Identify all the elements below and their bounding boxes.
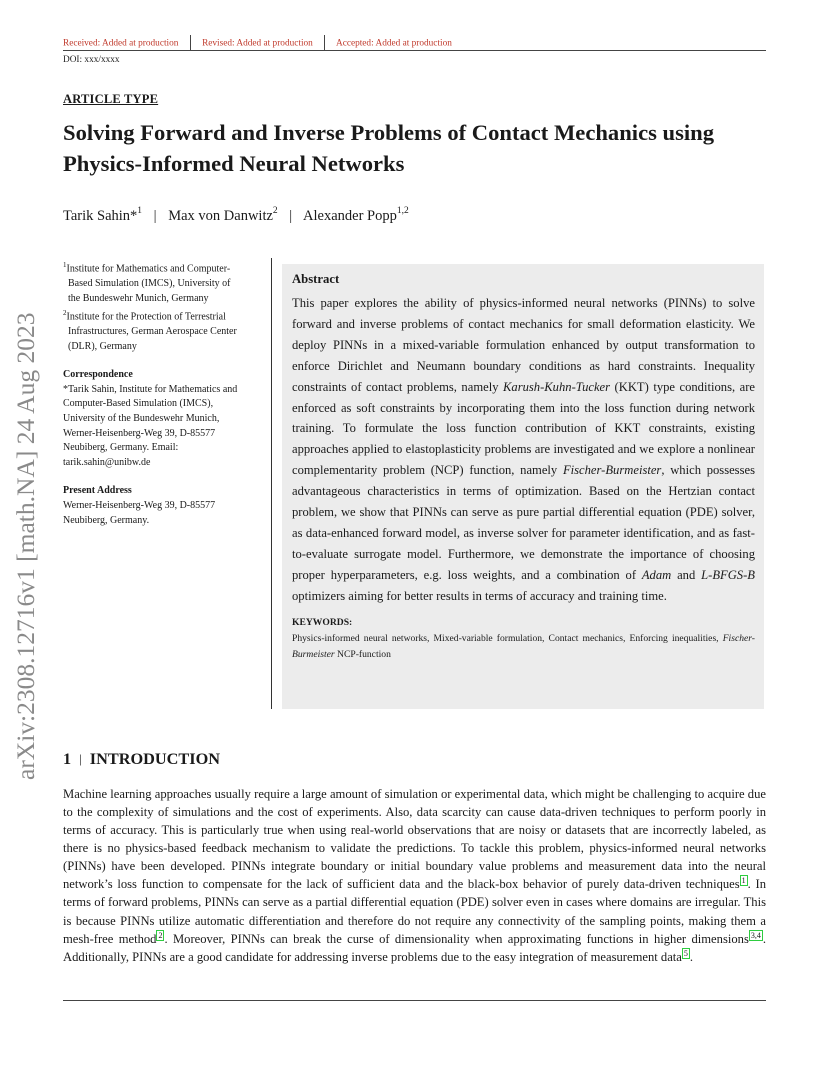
- affil-text: Based Simulation (IMCS), University of: [68, 277, 231, 289]
- keywords-part: Physics-informed neural networks, Mixed-variable formulation, Contact mechanics, Enforcing inequalities,: [292, 632, 723, 644]
- intro-paragraph: [63, 785, 766, 966]
- abstract-text: [292, 293, 755, 607]
- correspondence-line: *Tarik Sahin, Institute for Mathematics and: [63, 383, 238, 395]
- author-affil: 2: [272, 206, 278, 216]
- citation-link[interactable]: 1: [741, 876, 746, 886]
- section-title: INTRODUCTION: [89, 749, 221, 768]
- citation-link[interactable]: 2: [158, 930, 163, 940]
- intro-text: . Additionally, PINNs are a good candidate for addressing inverse problems due to the easy integration of measurement data: [63, 931, 766, 964]
- abstract-emph: Adam: [641, 567, 672, 582]
- author-name: Tarik Sahin*: [63, 207, 138, 224]
- author-affil: 1,2: [396, 206, 409, 216]
- keywords-text: [292, 631, 755, 664]
- date-separator: [190, 35, 191, 50]
- keywords-part: NCP-function: [334, 649, 391, 661]
- correspondence-line: University of the Bundeswehr Munich,: [63, 413, 220, 424]
- abstract-part: This paper explores the ability of physics-informed neural networks (PINNs) to solve forward and inverse problems of contact mechanics for small deformation elasticity. We deploy PINNs in a mixed-variable formulation enhanced by output transformation to enforce Dirichlet and Neumann boundary conditions as hard constraints. Inequality constraints of contact problems, namely: [292, 296, 755, 394]
- article-type: ARTICLE TYPE: [63, 92, 159, 106]
- address-line: Neubiberg, Germany.: [63, 514, 150, 526]
- abstract-emph: Fischer-Burmeister: [562, 463, 662, 478]
- keywords-emph: Fischer-Burmeister: [292, 632, 755, 661]
- correspondence-heading: Correspondence: [63, 369, 133, 381]
- affil-text: (DLR), Germany: [68, 340, 137, 352]
- date-separator: [324, 35, 325, 50]
- author-separator: |: [289, 207, 293, 224]
- intro-text: .: [689, 949, 694, 964]
- header-rule: [63, 50, 766, 51]
- abstract-part: , which possesses advantageous characteristics in terms of optimization. Based on the Hertzian contact problem, we show that PINNs can serve as pure partial differential equation (PDE) solver, as data-enhanced forward model, as inverse solver for parameter identification, and as fast-to-evaluate surrogate model. Furthermore, we demonstrate the importance of choosing proper hyperparameters, e.g. loss weights, and a combination of: [292, 463, 755, 582]
- received-date: Received: Added at production: [63, 38, 179, 49]
- author-list: [63, 207, 409, 225]
- arxiv-stamp: arXiv:2308.12716v1 [math.NA] 24 Aug 2023: [11, 312, 40, 780]
- footer-rule: [63, 1000, 766, 1001]
- intro-text: Machine learning approaches usually require a large amount of simulation or experimental data, which might be challenging to acquire due to the complexity of simulations and the cost of experiments. Also, data scarcity can cause data-driven techniques to perform poorly in terms of accuracy. This is particularly true when using real-world observations that are noisy or datasets that are incorrectly labeled, as there is no physics-based feedback mechanism to validate the predictions. To tackle this problem, physics-informed neural networks (PINNs) have been developed. PINNs integrate boundary or initial boundary value problems and measurement data into the neural network’s loss function to compensate for the lack of sufficient data and the black-box behavior of purely data-driven techniques: [63, 787, 766, 892]
- author-affil: 1: [137, 206, 143, 216]
- revised-date: Revised: Added at production: [202, 38, 313, 49]
- present-address-heading: Present Address: [63, 485, 132, 497]
- affil-number: 1: [63, 261, 67, 269]
- abstract-part: (KKT) type conditions, are enforced as soft constraints by incorporating them into the loss function during network training. To formulate the loss function contribution of KKT constraints, existing approaches applied to elastoplasticity problems are investigated and we explore a nonlinear complementarity problem (NCP) function, namely: [292, 379, 755, 478]
- correspondence-line: Werner-Heisenberg-Weg 39, D-85577: [63, 427, 216, 439]
- keywords-heading: KEYWORDS:: [292, 616, 353, 628]
- citation-link[interactable]: 3,4: [750, 930, 761, 940]
- affil-text: Institute for Mathematics and Computer-: [66, 263, 231, 275]
- present-address-body: [63, 499, 268, 528]
- abstract-heading: Abstract: [292, 272, 340, 286]
- column-divider: [271, 258, 272, 709]
- affil-number: 2: [63, 309, 67, 318]
- affiliation-1: [63, 258, 268, 306]
- affil-text: Infrastructures, German Aerospace Center: [68, 326, 237, 338]
- correspondence-line: Computer-Based Simulation (IMCS),: [63, 398, 214, 410]
- section-heading: [63, 749, 220, 769]
- intro-text: . In terms of forward problems, PINNs can serve as a partial differential equation (PDE) solver even in cases where domains are irregular. This is because PINNs utilize automatic differentiation and therefore do not require any connectivity of the sampling points, making them a mesh-free method: [63, 877, 766, 946]
- author-name: Max von Danwitz: [168, 207, 273, 224]
- section-separator: |: [79, 751, 82, 766]
- accepted-date: Accepted: Added at production: [335, 38, 452, 49]
- intro-text: . Moreover, PINNs can break the curse of dimensionality when approximating functions in higher dimensions: [164, 931, 749, 946]
- abstract-emph: Karush-Kuhn-Tucker: [503, 379, 611, 394]
- abstract-part: and: [671, 567, 702, 582]
- author-name: Alexander Popp: [303, 207, 397, 224]
- correspondence-line: Neubiberg, Germany. Email:: [63, 442, 179, 454]
- abstract-box: [282, 264, 764, 709]
- publication-dates: [63, 36, 452, 51]
- author-separator: |: [153, 207, 157, 224]
- abstract-emph: L-BFGS-B: [701, 567, 755, 582]
- affil-text: Institute for the Protection of Terrestrial: [66, 311, 226, 323]
- sidebar-info: [63, 258, 268, 528]
- affiliation-2: [63, 306, 268, 354]
- correspondence-body: [63, 383, 268, 471]
- doi: DOI: xxx/xxxx: [63, 55, 120, 65]
- paper-title: Solving Forward and Inverse Problems of Contact Mechanics using Physics-Informed Neural Networks: [63, 120, 715, 176]
- section-number: 1: [63, 749, 72, 768]
- correspondence-email[interactable]: tarik.sahin@unibw.de: [63, 456, 151, 468]
- citation-link[interactable]: 5: [683, 948, 688, 958]
- affil-text: the Bundeswehr Munich, Germany: [68, 292, 209, 304]
- abstract-part: optimizers aiming for better results in terms of accuracy and training time.: [292, 588, 667, 603]
- address-line: Werner-Heisenberg-Weg 39, D-85577: [63, 499, 216, 511]
